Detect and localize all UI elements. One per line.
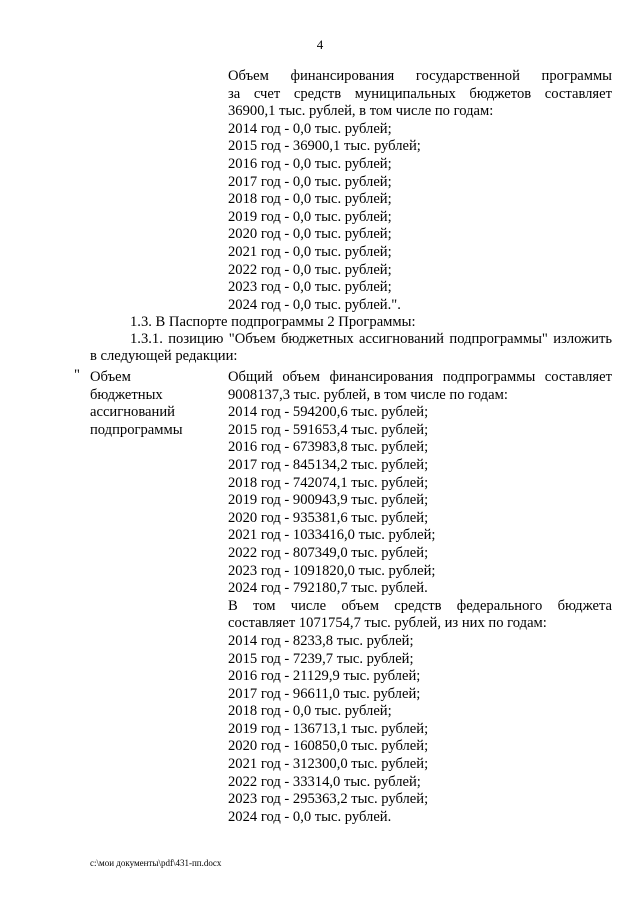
label-line: ассигнований [90,404,175,421]
text-line: 2023 год - 295363,2 тыс. рублей; [228,791,429,808]
table-row-label [90,369,220,439]
text-line: 2021 год - 1033416,0 тыс. рублей; [228,527,436,544]
text-line: 2024 год - 792180,7 тыс. рублей. [228,580,428,597]
text-line: 2019 год - 900943,9 тыс. рублей; [228,492,429,509]
text-line: 1.3.1. позицию "Объем бюджетных ассигнований подпрограммы" изложить [130,331,612,347]
text-line: 2020 год - 935381,6 тыс. рублей; [228,509,429,526]
opening-quote: " [74,367,80,383]
text-line: 2014 год - 0,0 тыс. рублей; [228,120,392,137]
text-line: 2018 год - 0,0 тыс. рублей; [228,191,392,208]
text-line: 2017 год - 96611,0 тыс. рублей; [228,685,421,702]
text-line: 9008137,3 тыс. рублей, в том числе по годам: [228,386,508,403]
label-line: Объем [90,369,131,385]
text-line: 2015 год - 7239,7 тыс. рублей; [228,650,414,667]
page-number: 4 [316,37,324,52]
text-line: 2023 год - 0,0 тыс. рублей; [228,279,392,296]
table-row-value [228,369,612,826]
text-line: 2018 год - 742074,1 тыс. рублей; [228,474,429,491]
text-line: 2015 год - 36900,1 тыс. рублей; [228,138,421,155]
text-line: 2021 год - 0,0 тыс. рублей; [228,243,392,260]
text-line: 2014 год - 8233,8 тыс. рублей; [228,632,414,649]
text-line: 2023 год - 1091820,0 тыс. рублей; [228,562,436,579]
text-line: 36900,1 тыс. рублей, в том числе по годам: [228,103,494,120]
text-line: 2016 год - 0,0 тыс. рублей; [228,155,392,172]
text-line: 2018 год - 0,0 тыс. рублей; [228,703,392,720]
text-line: 2022 год - 807349,0 тыс. рублей; [228,544,429,561]
text-line: 2017 год - 845134,2 тыс. рублей; [228,456,429,473]
text-line: 2021 год - 312300,0 тыс. рублей; [228,756,429,773]
text-line: 2024 год - 0,0 тыс. рублей.". [228,296,401,313]
text-line: 2019 год - 136713,1 тыс. рублей; [228,720,429,737]
top-funding-block [228,68,612,314]
section-heading: 1.3. В Паспорте подпрограммы 2 Программы: [130,314,416,330]
text-line: 2016 год - 21129,9 тыс. рублей; [228,668,421,685]
label-line: бюджетных [90,386,163,403]
text-line: 2014 год - 594200,6 тыс. рублей; [228,404,429,421]
file-path-footer: c:\мои документы\pdf\431-пп.docx [90,858,222,868]
text-line: 2022 год - 33314,0 тыс. рублей; [228,773,421,790]
text-line: 2016 год - 673983,8 тыс. рублей; [228,439,429,456]
text-line: 2020 год - 0,0 тыс. рублей; [228,226,392,243]
text-line: 2020 год - 160850,0 тыс. рублей; [228,738,429,755]
text-line: 2024 год - 0,0 тыс. рублей. [228,808,392,825]
text-line: В том числе объем средств федерального бюджета [228,597,612,614]
text-line: 2017 год - 0,0 тыс. рублей; [228,173,392,190]
text-line: составляет 1071754,7 тыс. рублей, из них по годам: [228,615,547,632]
section-paragraph-line2: в следующей редакции: [90,348,238,364]
label-line: подпрограммы [90,421,183,438]
text-line: 2019 год - 0,0 тыс. рублей; [228,208,392,225]
text-line: Объем финансирования государственной программы [228,68,612,84]
text-line: Общий объем финансирования подпрограммы составляет [228,369,612,385]
text-line: за счет средств муниципальных бюджетов составляет [228,85,612,102]
text-line: 2015 год - 591653,4 тыс. рублей; [228,421,429,438]
text-line: 2022 год - 0,0 тыс. рублей; [228,261,392,278]
section-paragraph-line1 [130,331,612,349]
